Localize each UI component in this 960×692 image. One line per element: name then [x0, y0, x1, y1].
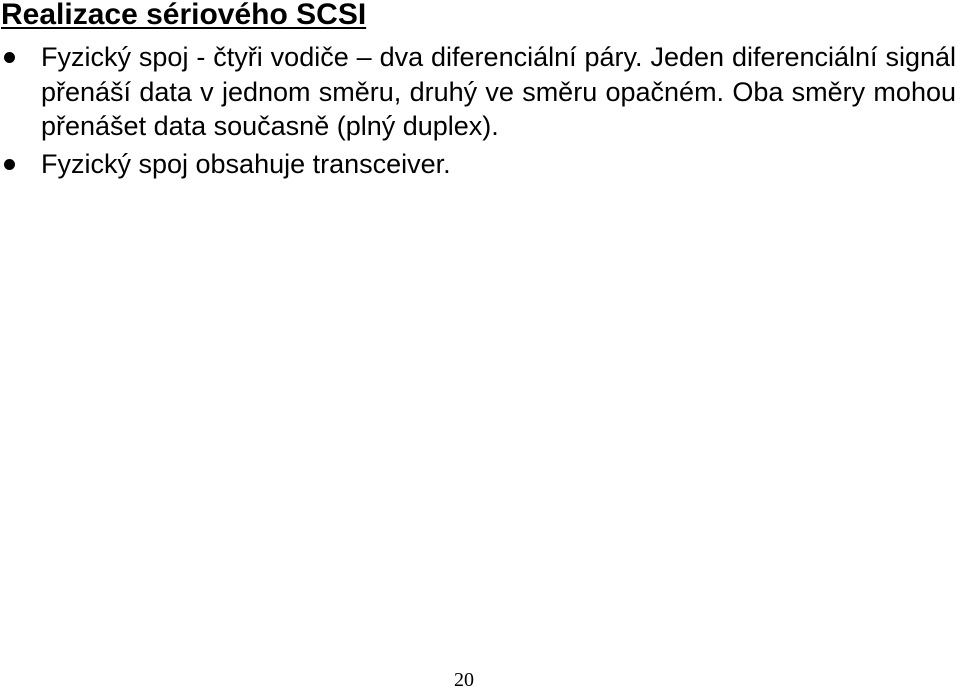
page-number: 20 — [454, 669, 474, 691]
slide-title: Realizace sériového SCSI — [1, 0, 367, 31]
bullet-item — [0, 147, 956, 182]
bullet-text: Fyzický spoj obsahuje transceiver. — [41, 148, 451, 179]
bullet-dot-icon — [4, 159, 15, 170]
bullet-dot-icon — [4, 52, 15, 63]
bullet-item — [0, 40, 956, 144]
bullet-text: Fyzický spoj - čtyři vodiče – dva diferenciální páry. Jeden diferenciální signál přenáší data v jednom směru, druhý ve směru opačném. Oba směry mohou přenášet data současně (plný duplex). — [41, 42, 956, 141]
bullet-list — [0, 40, 956, 181]
